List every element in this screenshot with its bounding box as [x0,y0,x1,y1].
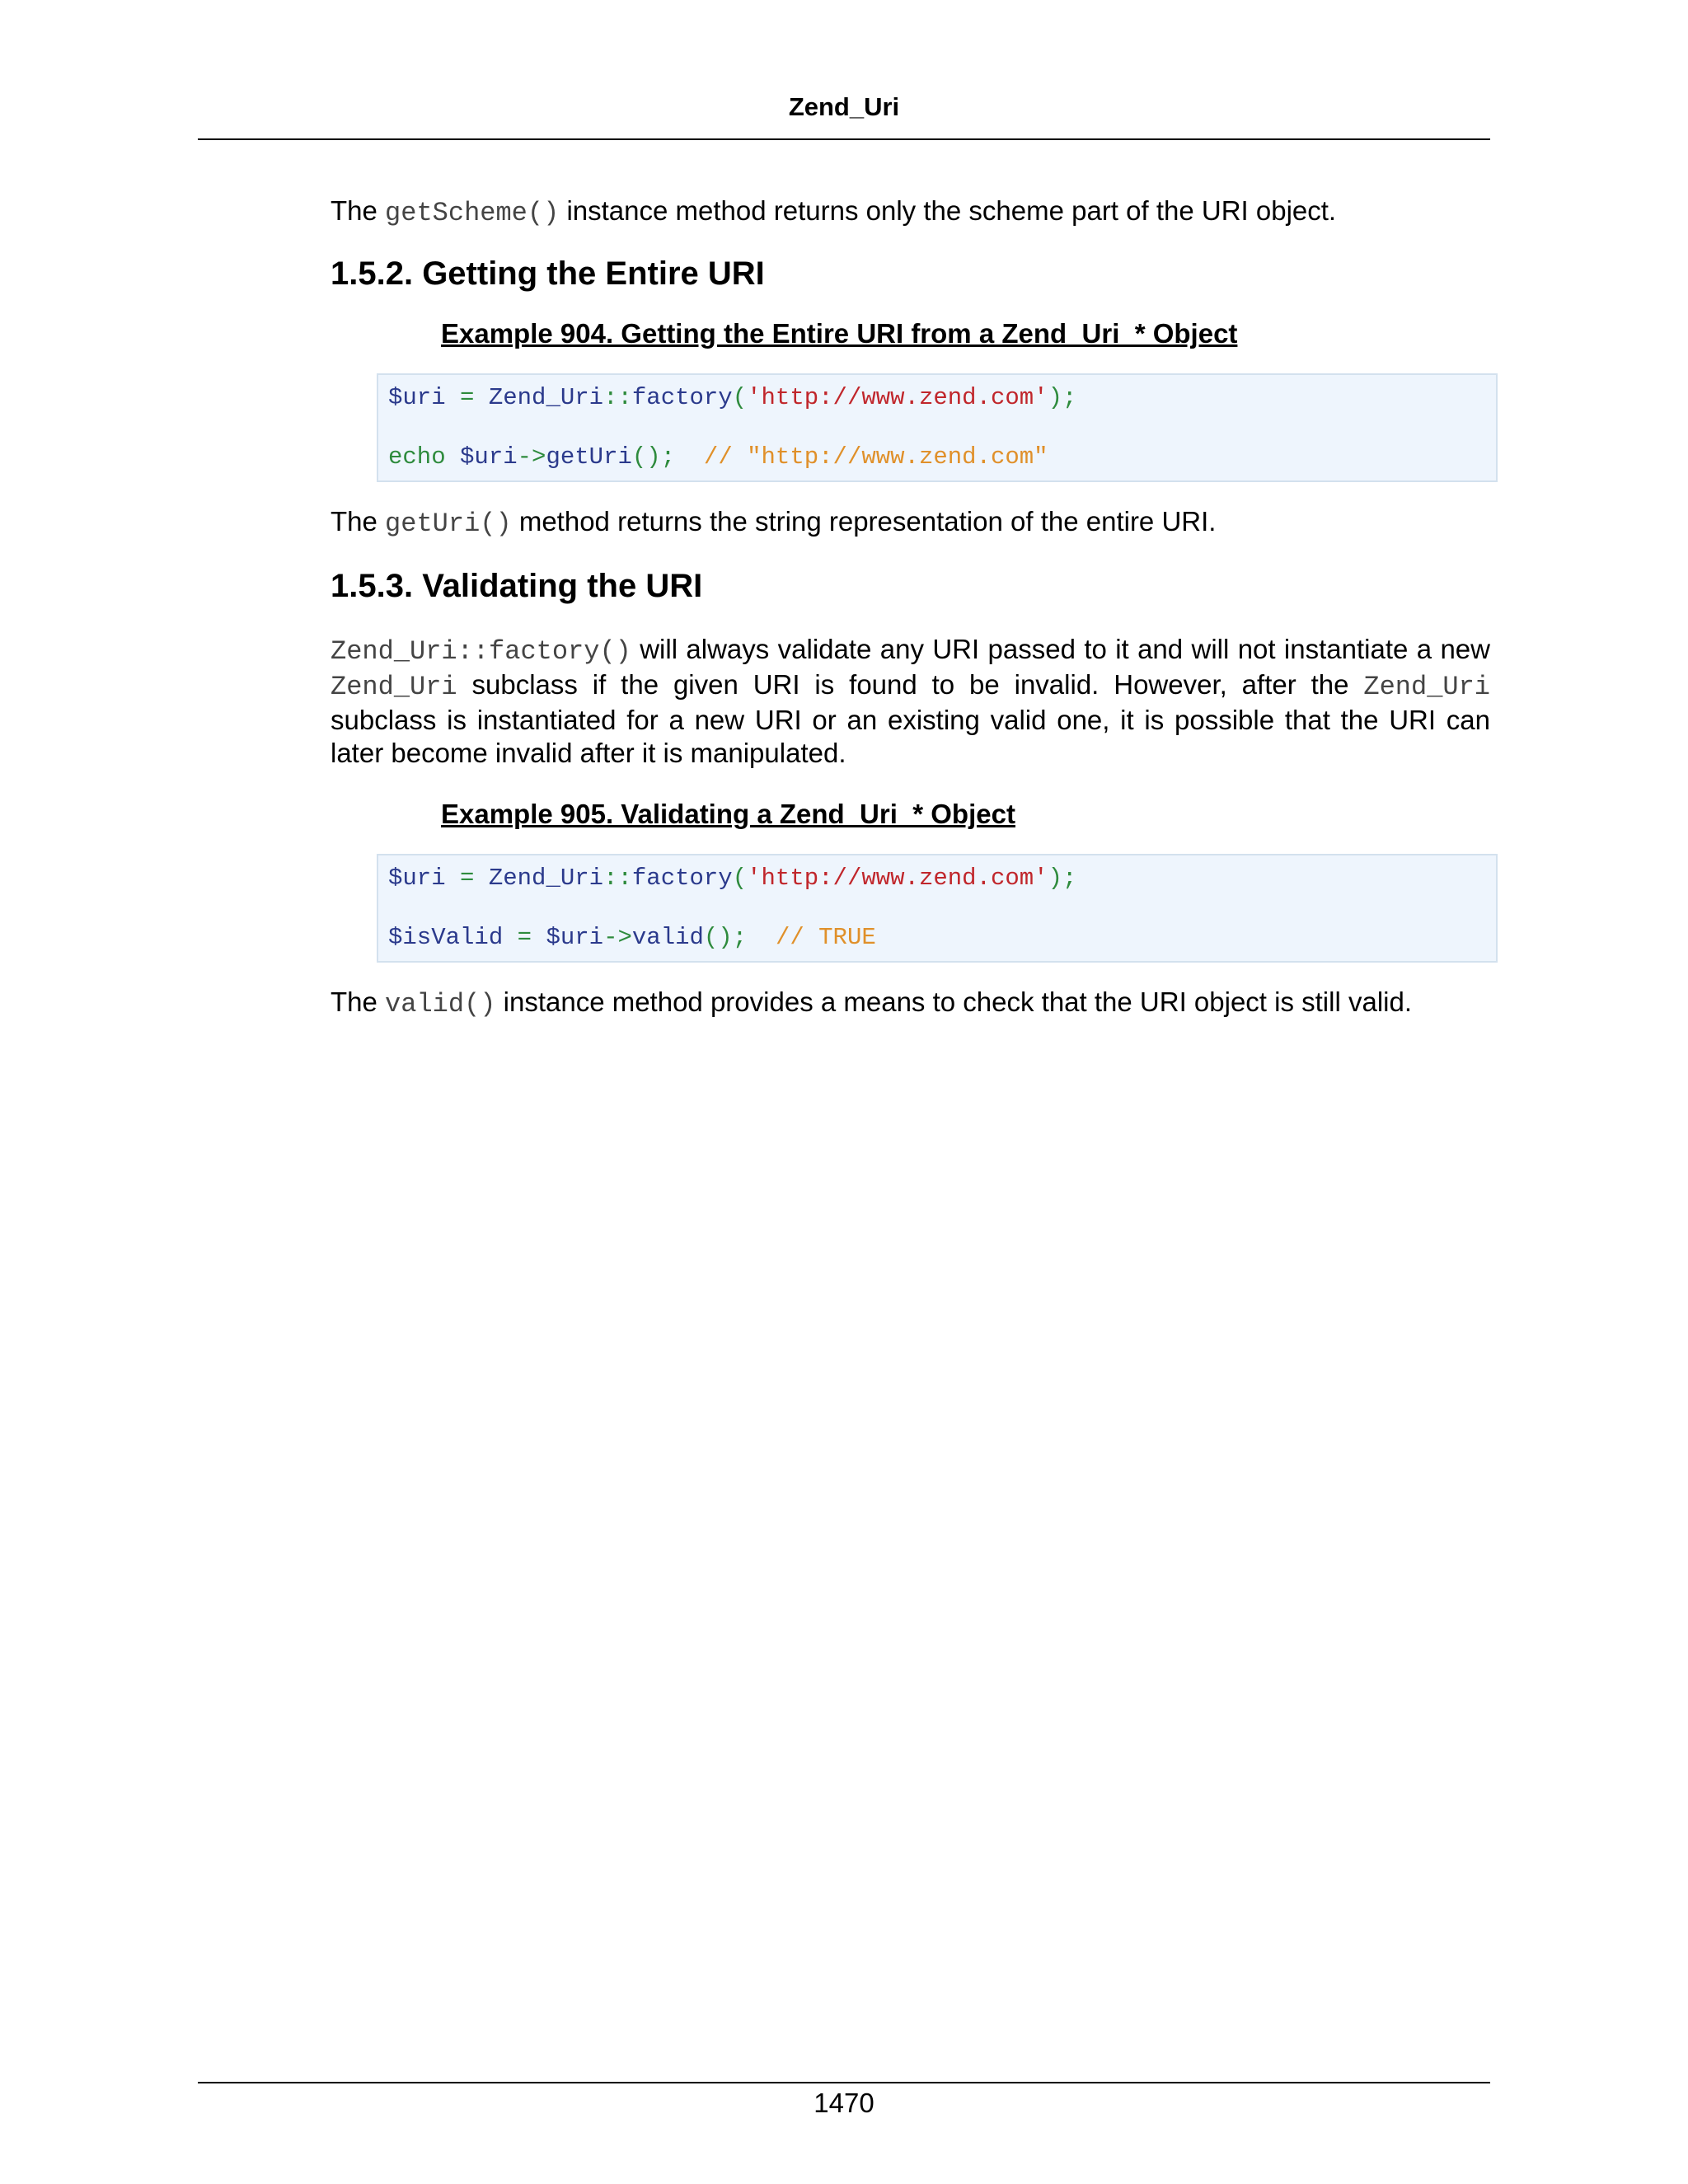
code-comment: // TRUE [775,924,876,951]
section-heading-1-5-3: 1.5.3. Validating the URI [331,568,703,604]
text: The [331,195,386,226]
code-token [446,443,460,471]
code-line [388,383,1486,413]
code-block-example-904 [377,373,1498,482]
code-token: valid [631,924,704,951]
code-token: $isValid [388,924,504,951]
text: method returns the string representation of the entire URI. [511,506,1217,537]
paragraph-getscheme [331,194,1490,230]
text: subclass is instantiated for a new URI or an existing valid one, it is possible that the URI can later become invalid after it is manipulated. [331,705,1490,768]
text: The [331,987,386,1017]
paragraph-valid [331,986,1490,1021]
inline-code: getUri() [385,509,512,539]
text: subclass if the given URI is found to be invalid. However, after the [457,669,1364,700]
code-line [388,923,1486,953]
code-token: ); [1048,865,1077,892]
code-token: factory [631,384,733,411]
code-token: ); [1048,384,1077,411]
code-token: = [503,924,546,951]
code-token: -> [517,443,546,471]
code-token [747,924,776,951]
example-905-title: Example 905. Validating a Zend_Uri_* Object [441,799,1015,829]
code-token: $uri [546,924,604,951]
code-token: Zend_Uri [488,865,604,892]
code-token: $uri [388,865,446,892]
page-header [198,92,1490,140]
code-comment: // "http://www.zend.com" [703,443,1048,471]
inline-code: getScheme() [385,198,560,228]
code-token: getUri [546,443,632,471]
text: will always validate any URI passed to it and will not instantiate a new [631,634,1490,664]
code-token: ( [732,384,748,411]
paragraph-geturi [331,505,1490,541]
page-number: 1470 [814,2088,874,2118]
code-line [388,864,1486,893]
inline-code: valid() [385,989,496,1019]
code-token: $uri [460,443,518,471]
paragraph-validation [331,633,1490,770]
code-token: echo [388,443,446,471]
code-token: = [445,865,489,892]
inline-code: Zend_Uri [1363,672,1490,702]
code-line [388,443,1486,472]
code-token: :: [603,384,632,411]
code-token: 'http://www.zend.com' [747,865,1048,892]
code-token: ( [732,865,748,892]
code-token [675,443,704,471]
text: The [331,506,386,537]
code-token: :: [603,865,632,892]
code-line-blank [388,413,1486,443]
text: instance method returns only the scheme part of the URI object. [559,195,1337,226]
example-904-title: Example 904. Getting the Entire URI from a Zend_Uri_* Object [441,318,1238,349]
code-token: = [445,384,489,411]
code-block-example-905 [377,854,1498,963]
text: instance method provides a means to check that the URI object is still valid. [495,987,1413,1017]
inline-code: Zend_Uri [331,672,457,702]
running-header-title: Zend_Uri [788,92,900,121]
code-token: (); [631,443,676,471]
code-token: factory [631,865,733,892]
page-content [331,194,1490,1021]
code-token: $uri [388,384,446,411]
page-footer [198,2082,1490,2120]
code-token: (); [703,924,748,951]
code-token: 'http://www.zend.com' [747,384,1048,411]
inline-code: Zend_Uri::factory() [331,636,631,667]
code-token: -> [603,924,632,951]
code-token: Zend_Uri [488,384,604,411]
section-heading-1-5-2: 1.5.2. Getting the Entire URI [331,255,765,292]
code-line-blank [388,893,1486,923]
